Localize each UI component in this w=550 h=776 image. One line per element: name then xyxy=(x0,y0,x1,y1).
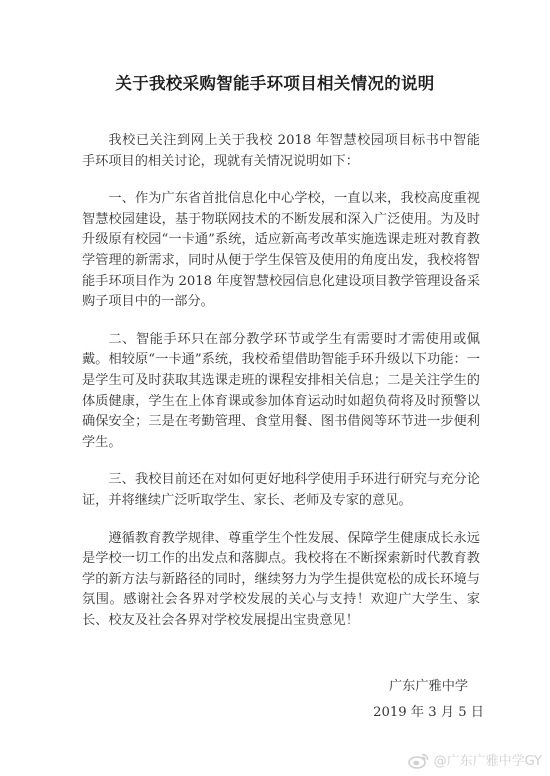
paragraph-point-2: 二、智能手环只在部分教学环节或学生有需要时才需使用或佩戴。相较原“一卡通”系统，我校希望借助智能手环升级以下功能：一是学生可及时获取其选课走班的课程安排相关信息；二是关注学生的体质健康，学生在上体育课或参加体育运动时如超负荷将及时预警以确保安全；三是在考勤管理、食堂用餐、图书借阅等环节进一步便利学生。 xyxy=(82,331,480,450)
weibo-watermark xyxy=(408,750,542,769)
document-title: 关于我校采购智能手环项目相关情况的说明 xyxy=(115,74,435,93)
signature-block xyxy=(373,674,484,726)
signature-org: 广东广雅中学 xyxy=(389,679,469,694)
weibo-icon xyxy=(408,751,430,769)
signature-date: 2019 年 3 月 5 日 xyxy=(373,705,484,720)
paragraph-point-3: 三、我校目前还在对如何更好地科学使用手环进行研究与充分论证，并将继续广泛听取学生、家长、老师及专家的意见。 xyxy=(82,472,480,508)
paragraph-intro: 我校已关注到网上关于我校 2018 年智慧校园项目标书中智能手环项目的相关讨论，现就有关情况说明如下： xyxy=(82,133,480,169)
document-body xyxy=(82,131,480,648)
watermark-text: @广东广雅中学GY xyxy=(433,754,542,769)
paragraph-closing: 遵循教育教学规律、尊重学生个性发展、保障学生健康成长永远是学校一切工作的出发点和落脚点。我校将在不断探索新时代教育教学的新方法与新路径的同时，继续努力为学生提供宽松的成长环境与氛围。感谢社会各界对学校发展的关心与支持！欢迎广大学生、家长、校友及社会各界对学校发展提出宝贵意见！ xyxy=(82,530,480,628)
paragraph-point-1: 一、作为广东省首批信息化中心学校，一直以来，我校高度重视智慧校园建设，基于物联网技术的不断发展和深入广泛使用。为及时升级原有校园“一卡通”系统，适应新高考改革实施选课走班对教育教学管理的新需求，同时从便于学生保管及使用的角度出发，我校将智能手环项目作为 2018 年度智慧校园信息化建设项目教学管理设备采购子项目中的一部分。 xyxy=(82,191,481,310)
